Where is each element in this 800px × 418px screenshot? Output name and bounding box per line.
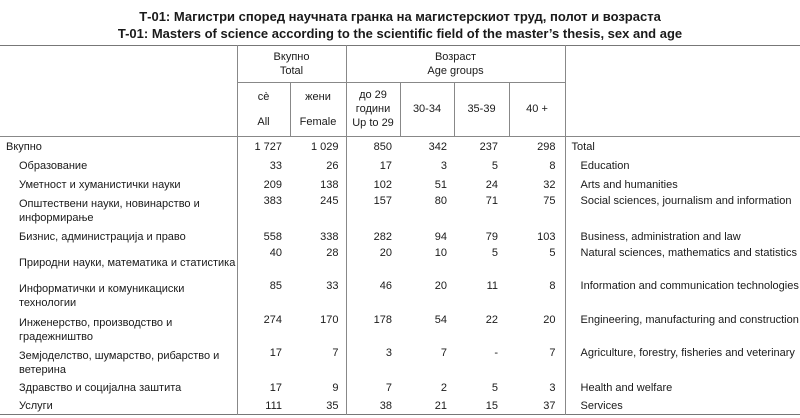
cell-g3: 237 — [454, 137, 509, 157]
row-label-mk: Земјоделство, шумарство, рибарство и ветерина — [0, 346, 237, 379]
table-row — [0, 227, 800, 246]
row-label-en: Natural sciences, mathematics and statistics — [580, 247, 797, 259]
cell-g3: - — [494, 347, 499, 359]
cell-g4: 32 — [509, 175, 565, 194]
cell-g1: 20 — [379, 247, 393, 259]
cell-g2: 7 — [440, 347, 448, 359]
cell-g1: 102 — [373, 178, 393, 191]
cell-g2: 20 — [434, 280, 448, 292]
cell-g2: 2 — [440, 382, 448, 394]
row-label-mk: Услуги — [0, 397, 237, 415]
header-female-en: Female — [299, 115, 337, 128]
header-age-g1 — [346, 82, 400, 137]
cell-g2: 54 — [434, 314, 448, 326]
cell-g4: 3 — [509, 379, 565, 397]
cell-female: 138 — [290, 175, 346, 194]
header-all-en: All — [257, 115, 270, 128]
table-title-mk: Т-01: Магистри според научната гранка на магистерскиот труд, полот и возраста — [139, 9, 661, 24]
row-label-mk: Инженерство, производство и градежништво — [0, 313, 237, 346]
cell-g2: 94 — [434, 230, 448, 243]
row-label-en: Arts and humanities — [580, 178, 678, 191]
cell-g1: 282 — [373, 230, 393, 243]
table-row — [0, 194, 800, 227]
header-all — [237, 82, 290, 137]
header-blank-right-2 — [565, 82, 800, 137]
cell-g3: 24 — [485, 178, 499, 191]
cell-g1: 38 — [379, 399, 393, 412]
table-row — [0, 246, 800, 279]
table-row-total — [0, 137, 800, 157]
cell-g2: 80 — [434, 195, 448, 207]
header-total-en: Total — [279, 64, 304, 77]
cell-all: 558 — [263, 230, 282, 243]
header-age-g2: 30-34 — [400, 82, 454, 137]
cell-g1: 17 — [379, 159, 393, 172]
cell-all: 17 — [269, 382, 282, 394]
row-label-en: Agriculture, forestry, fisheries and veterinary — [580, 347, 795, 359]
table-row — [0, 313, 800, 346]
cell-female: 28 — [290, 246, 346, 279]
cell-g2: 21 — [434, 399, 448, 412]
cell-all: 274 — [263, 314, 282, 326]
cell-g2: 342 — [400, 137, 454, 157]
row-label-en: Total — [565, 137, 800, 157]
cell-g1: 46 — [379, 280, 393, 292]
header-female-mk: жени — [305, 90, 331, 103]
header-blank-left-2 — [0, 82, 237, 137]
cell-g4: 37 — [509, 397, 565, 415]
cell-g4: 75 — [509, 194, 565, 227]
cell-g2: 10 — [434, 247, 448, 259]
row-label-en: Engineering, manufacturing and construction — [580, 314, 799, 326]
cell-female: 338 — [290, 227, 346, 246]
cell-g3: 11 — [486, 280, 499, 292]
table-row — [0, 156, 800, 175]
cell-g3: 5 — [491, 159, 499, 172]
cell-female: 245 — [290, 194, 346, 227]
cell-g3: 79 — [485, 230, 499, 243]
header-female — [290, 82, 346, 137]
row-label-en: Social sciences, journalism and information — [580, 195, 792, 207]
row-label-mk: Општествени науки, новинарство и информирање — [0, 194, 237, 227]
cell-female: 7 — [290, 346, 346, 379]
row-label-mk: Бизнис, администрација и право — [0, 227, 237, 246]
header-age-g4: 40 + — [509, 82, 565, 137]
row-label-en: Health and welfare — [580, 382, 673, 394]
titles-block — [0, 0, 800, 42]
header-g1-line2: години — [355, 103, 391, 116]
cell-female: 1 029 — [290, 137, 346, 157]
cell-g1: 178 — [373, 314, 393, 326]
cell-all: 111 — [265, 399, 282, 412]
cell-all: 209 — [263, 178, 282, 191]
cell-g4: 5 — [509, 246, 565, 279]
cell-g4: 103 — [509, 227, 565, 246]
header-g1-line3: Up to 29 — [352, 117, 394, 130]
cell-female: 35 — [290, 397, 346, 415]
cell-all: 40 — [269, 247, 282, 259]
cell-all: 85 — [269, 280, 282, 292]
row-label-mk: Уметност и хуманистички науки — [0, 175, 237, 194]
cell-female: 170 — [290, 313, 346, 346]
cell-all: 1 727 — [237, 137, 290, 157]
cell-g1: 850 — [346, 137, 400, 157]
cell-g1: 7 — [385, 382, 393, 394]
row-label-mk: Вкупно — [0, 137, 237, 157]
cell-g4: 8 — [509, 279, 565, 313]
cell-all: 17 — [269, 347, 282, 359]
header-age-en: Age groups — [427, 64, 484, 77]
header-blank-right — [565, 46, 800, 83]
cell-g1: 3 — [385, 347, 393, 359]
cell-female: 33 — [290, 279, 346, 313]
table-row — [0, 397, 800, 415]
header-age-group — [346, 46, 565, 83]
header-age-g3: 35-39 — [454, 82, 509, 137]
row-label-mk: Информатички и комуникациски технологии — [0, 279, 237, 313]
cell-g1: 157 — [373, 195, 393, 207]
table-row — [0, 346, 800, 379]
cell-g4: 20 — [509, 313, 565, 346]
row-label-mk: Здравство и социјална заштита — [0, 379, 237, 397]
cell-g4: 298 — [509, 137, 565, 157]
table-row — [0, 379, 800, 397]
row-label-en: Information and communication technologies — [580, 280, 799, 292]
cell-g4: 7 — [509, 346, 565, 379]
header-blank-left — [0, 46, 237, 83]
cell-g3: 15 — [485, 399, 499, 412]
cell-g2: 3 — [440, 159, 448, 172]
row-label-en: Business, administration and law — [580, 230, 741, 243]
header-total-mk: Вкупно — [273, 50, 310, 63]
row-label-en: Education — [580, 159, 630, 172]
cell-female: 9 — [290, 379, 346, 397]
header-all-mk: сè — [257, 90, 270, 103]
cell-g3: 71 — [485, 195, 499, 207]
row-label-mk: Образование — [0, 156, 237, 175]
cell-g3: 22 — [485, 314, 499, 326]
cell-g2: 51 — [434, 178, 448, 191]
header-row-2 — [0, 82, 800, 137]
header-total-group — [237, 46, 346, 83]
cell-all: 383 — [263, 195, 282, 207]
cell-all: 33 — [269, 159, 282, 172]
header-g1-line1: до 29 — [359, 89, 387, 102]
row-label-mk: Природни науки, математика и статистика — [0, 246, 237, 279]
cell-g4: 8 — [509, 156, 565, 175]
table-title-en: T-01: Masters of science according to the scientific field of the master’s thesis, sex and age — [117, 26, 683, 41]
masters-table — [0, 45, 800, 415]
table-row — [0, 175, 800, 194]
row-label-en: Services — [580, 399, 623, 412]
table-row — [0, 279, 800, 313]
header-row-1 — [0, 46, 800, 83]
cell-female: 26 — [290, 156, 346, 175]
header-age-mk: Возраст — [434, 50, 477, 63]
cell-g3: 5 — [491, 247, 499, 259]
cell-g3: 5 — [491, 382, 499, 394]
